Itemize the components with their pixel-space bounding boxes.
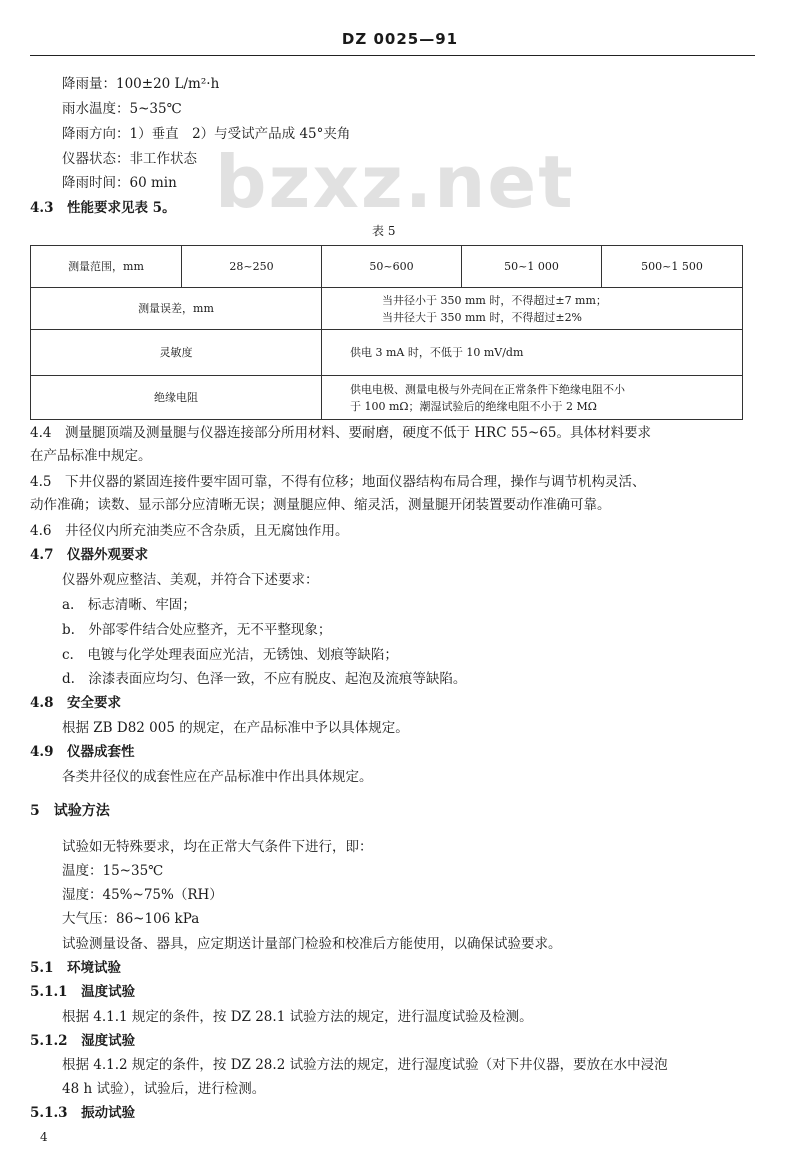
insulation-line-1: 供电电极、测量电极与外壳间在正常条件下绝缘电阻不小 — [350, 382, 625, 396]
condition-temperature: 温度：15~35℃ — [62, 863, 164, 879]
section-5-equipment: 试验测量设备、器具，应定期送计量部门检验和校准后方能使用，以确保试验要求。 — [62, 936, 562, 952]
error-line-1: 当井径小于 350 mm 时，不得超过±7 mm； — [382, 293, 607, 307]
section-5-1-2-line-1: 根据 4.1.2 规定的条件，按 DZ 28.2 试验方法的规定，进行湿度试验（对下井仪器，要放在水中浸泡 — [62, 1057, 668, 1073]
section-4-8-text: 根据 ZB D82 005 的规定，在产品标准中予以具体规定。 — [62, 720, 409, 736]
section-4-3: 4.3 性能要求见表 5。 — [30, 200, 176, 216]
appearance-item-d: d. 涂漆表面应均匀、色泽一致，不应有脱皮、起泡及流痕等缺陷。 — [62, 671, 467, 687]
range-2: 50~600 — [322, 246, 462, 288]
section-4-5-line-1: 4.5 下井仪器的紧固连接件要牢固可靠，不得有位移；地面仪器结构布局合理，操作与调节机构灵活、 — [30, 474, 646, 490]
table-row-error — [31, 288, 743, 330]
section-5-1-1-text: 根据 4.1.1 规定的条件，按 DZ 28.1 试验方法的规定，进行温度试验及检测。 — [62, 1009, 533, 1025]
condition-pressure: 大气压：86~106 kPa — [62, 911, 200, 927]
sensitivity-label: 灵敏度 — [31, 330, 322, 376]
condition-humidity: 湿度：45%~75%（RH） — [62, 887, 223, 903]
rain-temperature: 雨水温度：5~35℃ — [62, 101, 182, 117]
section-4-9-text: 各类井径仪的成套性应在产品标准中作出具体规定。 — [62, 769, 373, 785]
section-5-1-2-title: 5.1.2 湿度试验 — [30, 1033, 136, 1049]
appearance-item-b: b. 外部零件结合处应整齐，无不平整现象； — [62, 622, 332, 638]
table-row-sensitivity — [31, 330, 743, 376]
range-1: 28~250 — [182, 246, 322, 288]
section-4-9-title: 4.9 仪器成套性 — [30, 744, 135, 760]
appearance-item-a: a. 标志清晰、牢固； — [62, 597, 196, 613]
header-code: DZ 0025—91 — [341, 30, 459, 48]
header-rule — [30, 55, 755, 56]
section-5-1-3: 5.1.3 振动试验 — [30, 1105, 136, 1121]
section-4-7-title: 4.7 仪器外观要求 — [30, 547, 148, 563]
table-row-range — [31, 246, 743, 288]
section-5-1: 5.1 环境试验 — [30, 960, 121, 976]
rain-duration: 降雨时间：60 min — [62, 175, 177, 191]
rain-direction: 降雨方向：1）垂直 2）与受试产品成 45°夹角 — [62, 126, 351, 142]
section-4-8-title: 4.8 安全要求 — [30, 695, 121, 711]
section-5-1-1-title: 5.1.1 温度试验 — [30, 984, 136, 1000]
table-caption: 表 5 — [372, 224, 396, 238]
error-line-2: 当井径大于 350 mm 时，不得超过±2% — [382, 310, 583, 324]
error-label: 测量误差，mm — [31, 288, 322, 330]
insulation-label: 绝缘电阻 — [31, 376, 322, 420]
section-4-4-line-2: 在产品标准中规定。 — [30, 448, 152, 464]
section-4-5-line-2: 动作准确；读数、显示部分应清晰无误；测量腿应伸、缩灵活，测量腿开闭装置要动作准确可靠。 — [30, 497, 611, 513]
section-5-intro: 试验如无特殊要求，均在正常大气条件下进行，即： — [62, 839, 373, 855]
section-4-6: 4.6 井径仪内所充油类应不含杂质，且无腐蚀作用。 — [30, 523, 349, 539]
sensitivity-value: 供电 3 mA 时，不低于 10 mV/dm — [322, 330, 743, 376]
range-4: 500~1 500 — [602, 246, 743, 288]
appearance-item-c: c. 电镀与化学处理表面应光洁，无锈蚀、划痕等缺陷； — [62, 647, 398, 663]
page-number: 4 — [40, 1130, 48, 1144]
range-3: 50~1 000 — [462, 246, 602, 288]
table-row-insulation — [31, 376, 743, 420]
rain-amount: 降雨量：100±20 L/m²·h — [62, 76, 220, 92]
insulation-line-2: 于 100 mΩ；潮湿试验后的绝缘电阻不小于 2 MΩ — [350, 399, 597, 413]
watermark: bzxz.net — [215, 140, 575, 224]
range-label: 测量范围，mm — [31, 246, 182, 288]
performance-table — [30, 245, 743, 420]
section-5-1-2-line-2: 48 h 试验），试验后，进行检测。 — [62, 1081, 266, 1097]
section-4-7-intro: 仪器外观应整洁、美观，并符合下述要求： — [62, 572, 319, 588]
section-4-4-line-1: 4.4 测量腿顶端及测量腿与仪器连接部分所用材料、要耐磨，硬度不低于 HRC 55~65。具体材料要求 — [30, 425, 651, 441]
section-5-title: 5 试验方法 — [30, 803, 110, 819]
rain-state: 仪器状态：非工作状态 — [62, 151, 197, 167]
